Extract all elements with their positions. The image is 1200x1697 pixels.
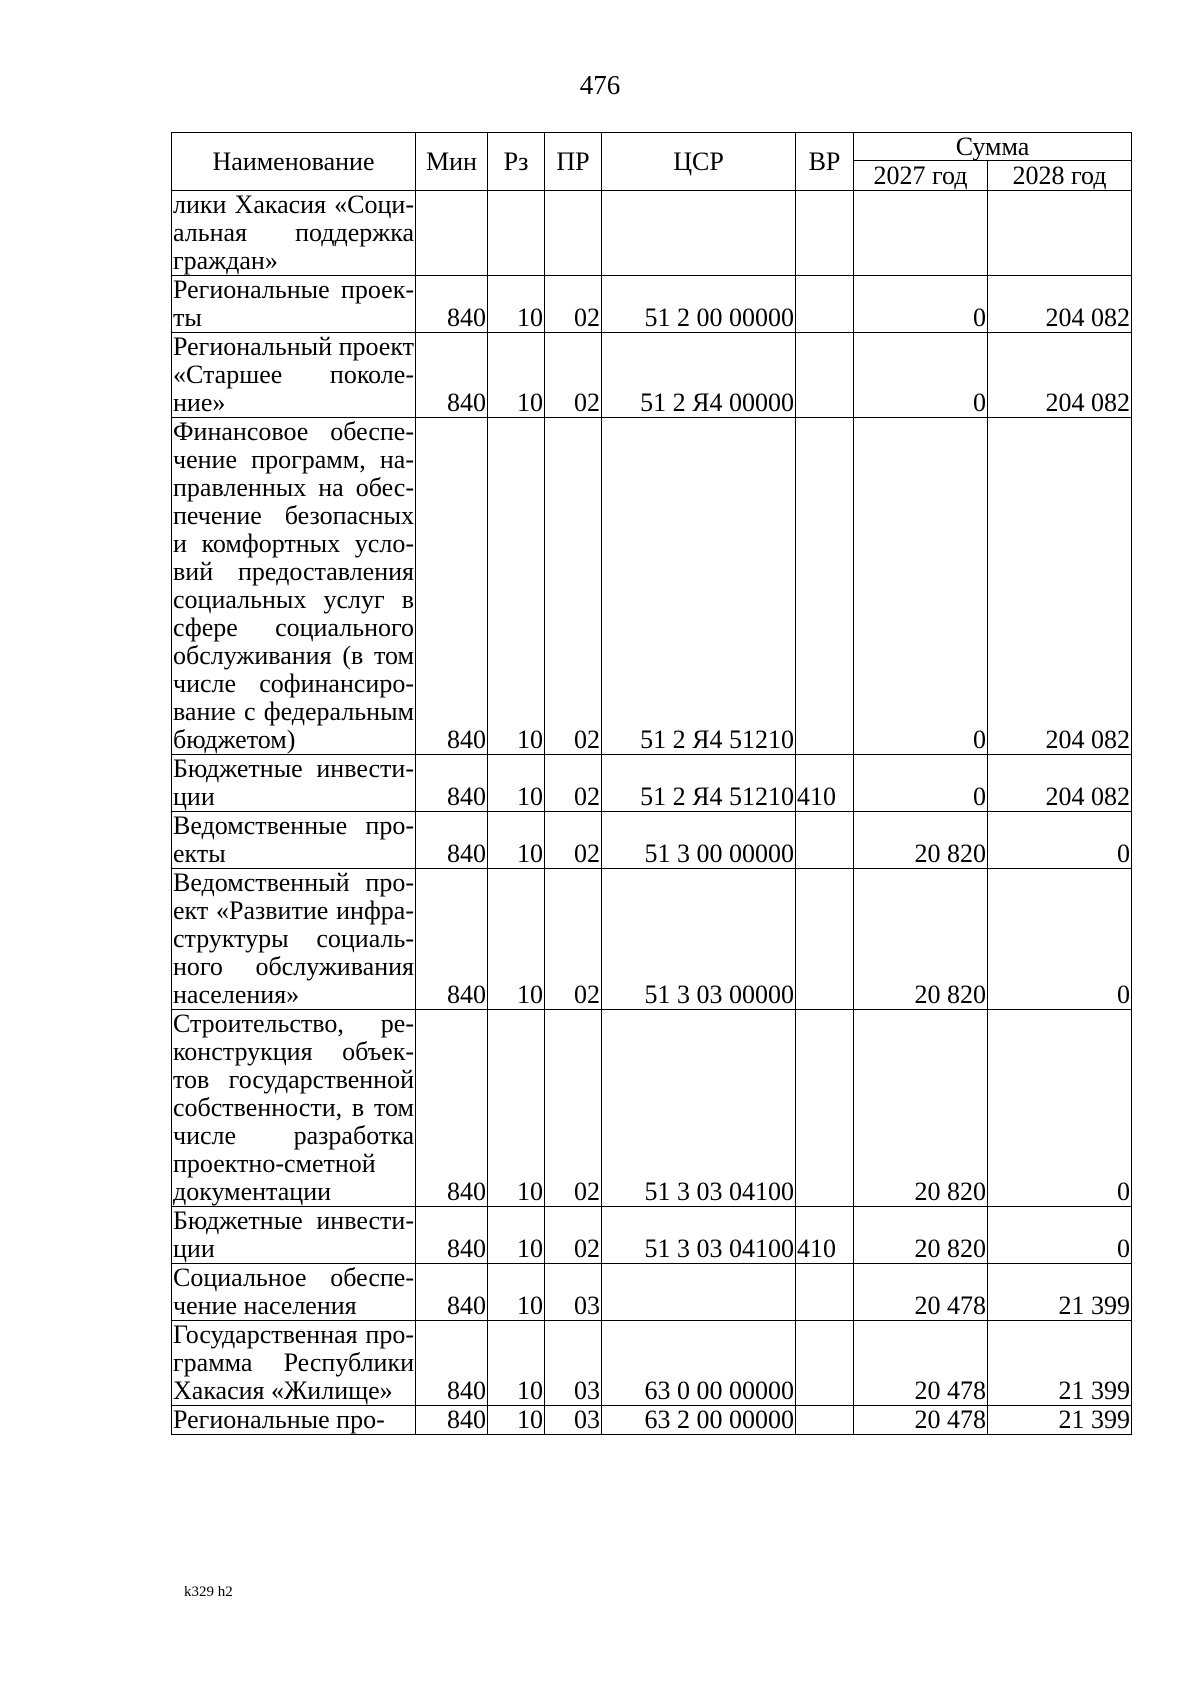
cell-sum-2028: 0 [988, 812, 1132, 869]
header-min: Мин [416, 133, 488, 191]
cell-rz: 10 [488, 812, 545, 869]
cell-csr: 51 3 03 04100 [602, 1010, 796, 1207]
table-row [172, 1207, 1132, 1264]
page-number: 476 [579, 70, 621, 100]
cell-vr [796, 191, 854, 276]
table-row [172, 1264, 1132, 1321]
table-row [172, 1406, 1132, 1435]
cell-sum-2028: 21 399 [988, 1321, 1132, 1406]
cell-rz: 10 [488, 1207, 545, 1264]
table-row [172, 812, 1132, 869]
header-rz: Рз [488, 133, 545, 191]
cell-vr [796, 1406, 854, 1435]
cell-min [416, 191, 488, 276]
cell-csr: 51 3 03 04100 [602, 1207, 796, 1264]
cell-vr [796, 333, 854, 418]
cell-pr: 02 [545, 1207, 602, 1264]
cell-rz: 10 [488, 755, 545, 812]
cell-sum-2028: 21 399 [988, 1264, 1132, 1321]
table-row [172, 333, 1132, 418]
cell-min: 840 [416, 333, 488, 418]
cell-sum-2027: 0 [854, 755, 988, 812]
cell-min: 840 [416, 1264, 488, 1321]
cell-rz [488, 191, 545, 276]
cell-sum-2028: 0 [988, 869, 1132, 1010]
cell-pr: 03 [545, 1321, 602, 1406]
cell-sum-2027: 20 478 [854, 1321, 988, 1406]
cell-name: Ведомственные проекты [173, 811, 414, 868]
cell-sum-2028 [988, 191, 1132, 276]
cell-vr: 410 [796, 755, 854, 812]
cell-name: Ведомственный проект «Развитие инфраструктуры социального обслуживания населения» [173, 868, 414, 1009]
table-row [172, 869, 1132, 1010]
cell-min: 840 [416, 812, 488, 869]
cell-sum-2028: 204 082 [988, 333, 1132, 418]
cell-sum-2027: 20 820 [854, 869, 988, 1010]
cell-csr: 51 3 00 00000 [602, 812, 796, 869]
cell-sum-2027: 20 820 [854, 1010, 988, 1207]
cell-rz: 10 [488, 1264, 545, 1321]
cell-name: Государственная программа Республики Хакасия «Жилище» [173, 1320, 414, 1405]
cell-csr [602, 191, 796, 276]
cell-name: Социальное обеспечение населения [173, 1263, 414, 1320]
cell-csr: 51 2 Я4 00000 [602, 333, 796, 418]
cell-name: Бюджетные инвестиции [173, 1206, 414, 1263]
table-row [172, 755, 1132, 812]
cell-csr: 51 2 Я4 51210 [602, 755, 796, 812]
cell-vr [796, 1264, 854, 1321]
header-name: Наименование [172, 133, 416, 191]
cell-min: 840 [416, 869, 488, 1010]
cell-pr [545, 191, 602, 276]
cell-min: 840 [416, 755, 488, 812]
cell-sum-2027 [854, 191, 988, 276]
cell-pr: 02 [545, 276, 602, 333]
cell-rz: 10 [488, 869, 545, 1010]
cell-sum-2027: 0 [854, 276, 988, 333]
cell-rz: 10 [488, 1321, 545, 1406]
cell-min: 840 [416, 1010, 488, 1207]
cell-csr [602, 1264, 796, 1321]
header-sum: Сумма [854, 133, 1132, 161]
cell-pr: 02 [545, 755, 602, 812]
cell-vr [796, 418, 854, 755]
cell-sum-2028: 204 082 [988, 755, 1132, 812]
cell-min: 840 [416, 418, 488, 755]
cell-rz: 10 [488, 1010, 545, 1207]
cell-name: лики Хакасия «Социальная поддержка граждан» [173, 190, 414, 275]
cell-rz: 10 [488, 333, 545, 418]
budget-table [171, 132, 1132, 1435]
cell-rz: 10 [488, 1406, 545, 1435]
cell-csr: 51 2 Я4 51210 [602, 418, 796, 755]
cell-min: 840 [416, 1207, 488, 1264]
cell-sum-2027: 20 820 [854, 1207, 988, 1264]
cell-vr [796, 1321, 854, 1406]
cell-min: 840 [416, 276, 488, 333]
header-year-2028: 2028 год [988, 161, 1132, 191]
footer-code: k329 h2 [184, 1584, 233, 1600]
cell-csr: 63 0 00 00000 [602, 1321, 796, 1406]
cell-sum-2027: 20 820 [854, 812, 988, 869]
cell-pr: 02 [545, 812, 602, 869]
cell-min: 840 [416, 1321, 488, 1406]
table-row [172, 418, 1132, 755]
cell-name: Региональный проект «Старшее поколение» [173, 332, 414, 417]
cell-sum-2028: 204 082 [988, 418, 1132, 755]
cell-sum-2027: 0 [854, 418, 988, 755]
cell-sum-2027: 0 [854, 333, 988, 418]
cell-sum-2028: 0 [988, 1010, 1132, 1207]
cell-sum-2028: 0 [988, 1207, 1132, 1264]
cell-pr: 02 [545, 1010, 602, 1207]
cell-csr: 51 3 03 00000 [602, 869, 796, 1010]
header-year-2027: 2027 год [854, 161, 988, 191]
cell-vr [796, 276, 854, 333]
cell-rz: 10 [488, 276, 545, 333]
table-row [172, 191, 1132, 276]
table-row [172, 276, 1132, 333]
table-row [172, 1321, 1132, 1406]
cell-vr [796, 812, 854, 869]
cell-vr [796, 1010, 854, 1207]
cell-pr: 02 [545, 333, 602, 418]
cell-pr: 02 [545, 418, 602, 755]
cell-name: Строительство, реконструкция объектов государственной собственности, в том числе разработка проектно-сметной документации [173, 1009, 414, 1206]
cell-pr: 03 [545, 1406, 602, 1435]
cell-sum-2028: 204 082 [988, 276, 1132, 333]
table-body [172, 191, 1132, 1435]
cell-pr: 03 [545, 1264, 602, 1321]
cell-sum-2027: 20 478 [854, 1406, 988, 1435]
cell-name: Бюджетные инвестиции [173, 754, 414, 811]
table-header [172, 133, 1132, 191]
cell-name: Финансовое обеспечение программ, направленных на обеспечение безопасных и комфортных условий предоставления социальных услуг в сфере социального обслуживания (в том числе софинансирование с федеральным бюджетом) [173, 417, 414, 754]
header-vr: ВР [796, 133, 854, 191]
cell-vr: 410 [796, 1207, 854, 1264]
cell-pr: 02 [545, 869, 602, 1010]
cell-name: Региональные про- [172, 1406, 416, 1435]
cell-vr [796, 869, 854, 1010]
header-pr: ПР [545, 133, 602, 191]
cell-csr: 51 2 00 00000 [602, 276, 796, 333]
header-csr: ЦСР [602, 133, 796, 191]
cell-csr: 63 2 00 00000 [602, 1406, 796, 1435]
table-row [172, 1010, 1132, 1207]
cell-sum-2027: 20 478 [854, 1264, 988, 1321]
cell-rz: 10 [488, 418, 545, 755]
cell-sum-2028: 21 399 [988, 1406, 1132, 1435]
cell-name: Региональные проекты [173, 275, 414, 332]
cell-min: 840 [416, 1406, 488, 1435]
